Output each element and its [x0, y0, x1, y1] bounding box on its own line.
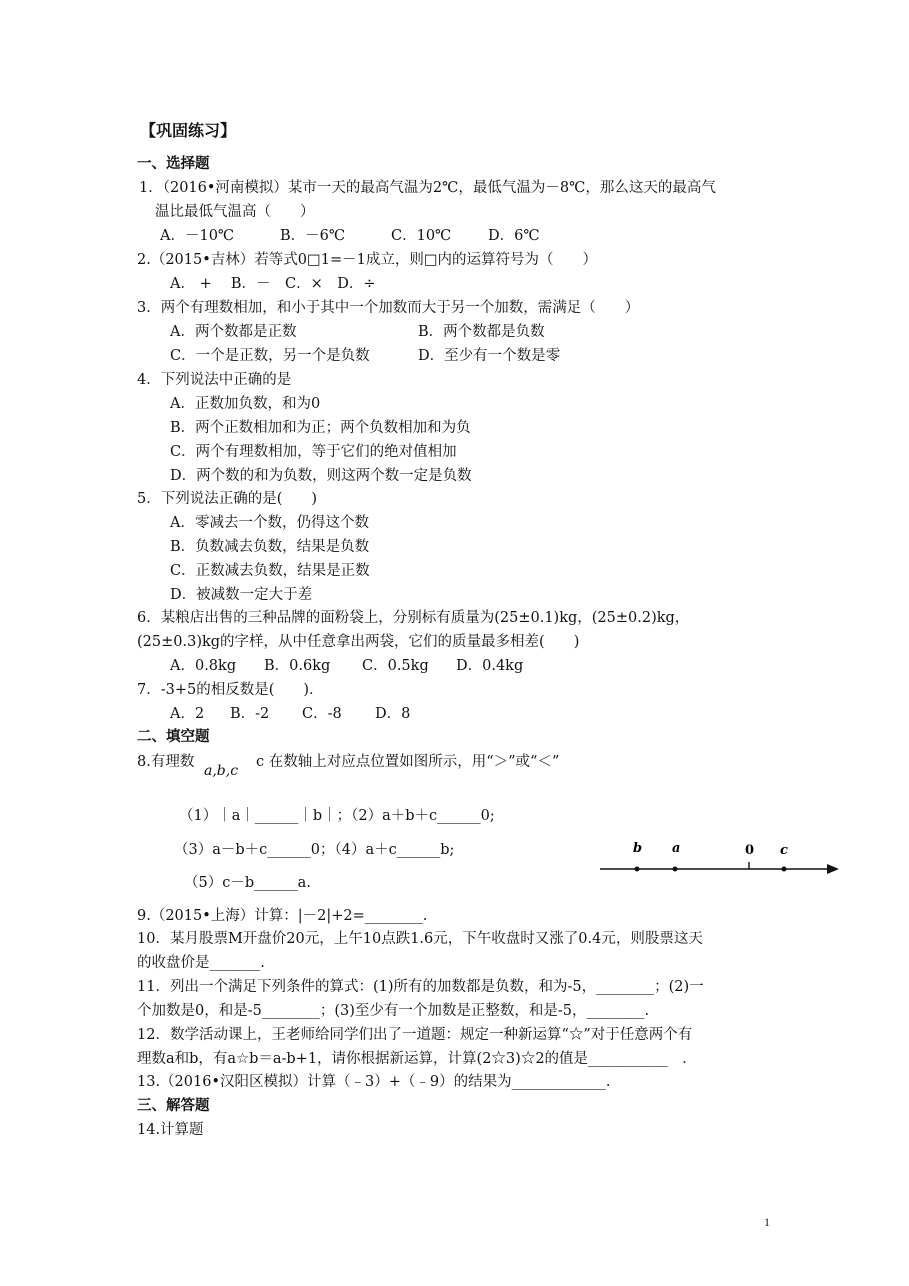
q8-sub2: （3）a－b＋c______0；（4）a＋c______b;	[174, 842, 455, 858]
q7-option-a: A．2	[170, 706, 205, 722]
q8-prefix: 8.有理数	[137, 754, 195, 770]
q1-option-a: A．－10℃	[160, 228, 235, 244]
q1-option-b: B．－6℃	[280, 228, 346, 244]
q8-variables: a,b,c	[204, 763, 239, 779]
q3-option-d: D．至少有一个数是零	[418, 348, 561, 364]
point-a	[673, 867, 678, 872]
q10-line2: 的收盘价是_______.	[137, 955, 265, 971]
number-line-figure	[595, 838, 845, 883]
q1-line1: 1．（2016•河南模拟）某市一天的最高气温为2℃，最低气温为－8℃，那么这天的最高气	[139, 180, 716, 196]
q5-option-d: D．被减数一定大于差	[170, 587, 313, 603]
q4-option-d: D．两个数的和为负数，则这两个数一定是负数	[170, 468, 472, 484]
q7-option-b: B．-2	[230, 706, 270, 722]
part3-heading: 三、解答题	[137, 1098, 210, 1114]
q10-line1: 10．某月股票M开盘价20元，上午10点跌1.6元，下午收盘时又涨了0.4元，则股票这天	[137, 931, 703, 947]
q3-line: 3．两个有理数相加，和小于其中一个加数而大于另一个加数，需满足（ ）	[137, 300, 640, 316]
part1-heading: 一、选择题	[137, 156, 210, 172]
q5-option-b: B．负数减去负数，结果是负数	[170, 539, 370, 555]
q6-option-c: C．0.5kg	[362, 658, 429, 674]
q8-sub1: （1）｜a｜______｜b｜；（2）a＋b＋c______0;	[179, 808, 495, 824]
q5-option-a: A．零减去一个数，仍得这个数	[170, 515, 369, 531]
q8-sub3: （5）c－b______a.	[184, 875, 311, 891]
q9-line: 9.（2015•上海）计算：|－2|+2=________.	[137, 908, 428, 924]
label-a: a	[672, 841, 681, 856]
q3-option-c: C．一个是正数，另一个是负数	[170, 348, 370, 364]
q12-line2: 理数a和b，有a☆b＝a-b+1，请你根据新运算，计算(2☆3)☆2的值是___________ ．	[137, 1051, 697, 1067]
q5-line: 5．下列说法正确的是( )	[137, 491, 318, 507]
point-c	[782, 867, 787, 872]
q3-option-b: B．两个数都是负数	[418, 324, 545, 340]
q6-option-b: B．0.6kg	[264, 658, 331, 674]
q7-option-c: C．-8	[302, 706, 342, 722]
part2-heading: 二、填空题	[137, 729, 210, 745]
q4-line: 4．下列说法中正确的是	[137, 372, 292, 388]
q4-option-b: B．两个正数相加和为正；两个负数相加和为负	[170, 420, 471, 436]
q13-line: 13.（2016•汉阳区模拟）计算（﹣3）+（﹣9）的结果为_____________.	[137, 1074, 611, 1090]
q12-line1: 12．数学活动课上，王老师给同学们出了一道题：规定一种新运算“☆”对于任意两个有	[137, 1027, 693, 1043]
label-c: c	[780, 843, 788, 858]
page-number: 1	[764, 1215, 770, 1229]
label-b: b	[633, 841, 643, 856]
q2-line: 2.（2015•吉林）若等式0□1=－1成立，则□内的运算符号为（ ）	[137, 252, 598, 268]
q2-options: A． + B．－ C．× D．÷	[170, 276, 376, 292]
q3-option-a: A．两个数都是正数	[170, 324, 297, 340]
q6-line1: 6．某粮店出售的三种品牌的面粉袋上，分别标有质量为(25±0.1)kg，(25±0.2)kg，	[137, 610, 690, 626]
q6-option-d: D．0.4kg	[456, 658, 524, 674]
q4-option-a: A．正数加负数，和为0	[170, 396, 321, 412]
q1-line2: 温比最低气温高（ ）	[155, 204, 315, 220]
q7-line: 7．-3+5的相反数是( )．	[137, 682, 324, 698]
q6-option-a: A．0.8kg	[170, 658, 237, 674]
q11-line2: 个加数是0，和是-5________；(3)至少有一个加数是正整数，和是-5，________.	[137, 1003, 650, 1019]
q11-line1: 11．列出一个满足下列条件的算式：(1)所有的加数都是负数，和为-5，________；(2)一	[137, 979, 704, 995]
point-b	[635, 867, 640, 872]
q4-option-c: C．两个有理数相加，等于它们的绝对值相加	[170, 444, 457, 460]
section-title: 【巩固练习】	[140, 121, 237, 140]
q7-option-d: D．8	[375, 706, 411, 722]
number-line-arrow	[827, 864, 839, 874]
label-zero: 0	[745, 843, 755, 858]
q1-option-c: C．10℃	[391, 228, 452, 244]
q1-option-d: D．6℃	[488, 228, 540, 244]
q6-line2: (25±0.3)kg的字样，从中任意拿出两袋，它们的质量最多相差( )	[137, 634, 580, 650]
q8-suffix: c 在数轴上对应点位置如图所示，用“＞”或“＜”	[256, 754, 560, 770]
q5-option-c: C．正数减去负数，结果是正数	[170, 563, 370, 579]
q14-line: 14.计算题	[137, 1122, 204, 1138]
